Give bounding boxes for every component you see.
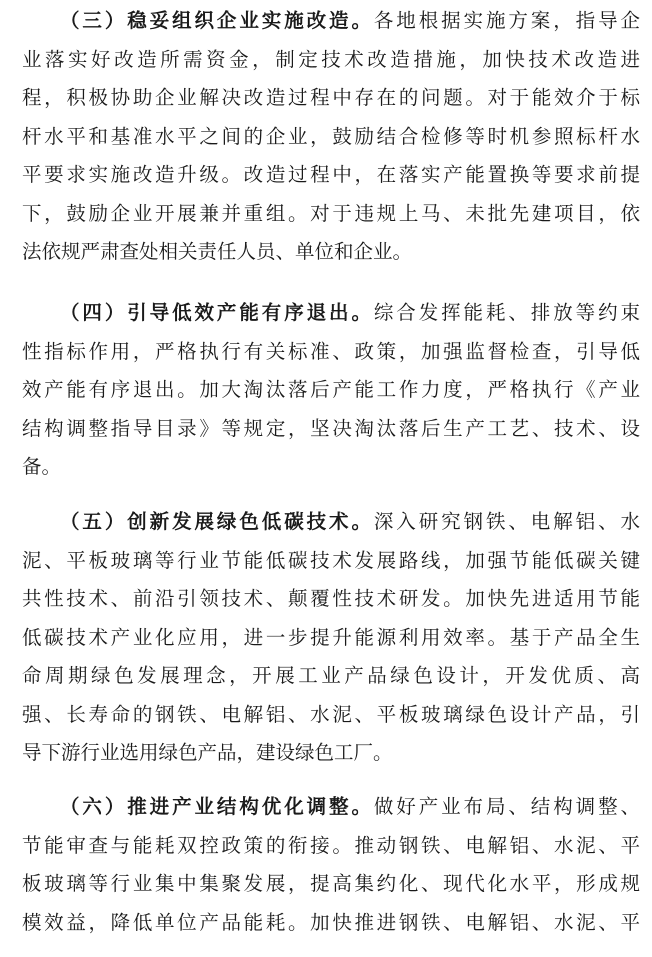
paragraph-line: 板玻璃等行业集中集聚发展，提高集约化、现代化水平，形成规 bbox=[22, 872, 640, 895]
paragraph-text: 各地根据实施方案，指导企 bbox=[373, 9, 640, 32]
paragraph-line bbox=[22, 294, 640, 333]
paragraph-line: 效产能有序退出。加大淘汰落后产能工作力度，严格执行《产业 bbox=[22, 378, 640, 401]
paragraph-line: 泥、平板玻璃等行业节能低碳技术发展路线，加强节能低碳关键 bbox=[22, 548, 640, 572]
paragraph-line: 结构调整指导目录》等规定，坚决淘汰落后生产工艺、技术、设 bbox=[22, 416, 640, 440]
paragraph-line: 共性技术、前沿引领技术、颠覆性技术研发。加快先进适用节能 bbox=[22, 587, 640, 610]
paragraph-line: 杆水平和基准水平之间的企业，鼓励结合检修等时机参照标杆水 bbox=[22, 124, 640, 148]
paragraph-line: 节能审查与能耗双控政策的衔接。推动钢铁、电解铝、水泥、平 bbox=[22, 833, 640, 857]
paragraph-line: 法依规严肃查处相关责任人员、单位和企业。 bbox=[22, 240, 413, 263]
paragraph-line: 命周期绿色发展理念，开展工业产品绿色设计，开发优质、高 bbox=[22, 664, 640, 687]
paragraph-line: 平要求实施改造升级。改造过程中，在落实产能置换等要求前提 bbox=[22, 163, 640, 186]
paragraph-five bbox=[22, 503, 640, 773]
paragraph-four bbox=[22, 294, 640, 487]
paragraph-heading: （四）引导低效产能有序退出。 bbox=[60, 301, 374, 324]
paragraph-three bbox=[22, 2, 640, 272]
paragraph-line: 程，积极协助企业解决改造过程中存在的问题。对于能效介于标 bbox=[22, 86, 640, 109]
paragraph-heading: （三）稳妥组织企业实施改造。 bbox=[60, 9, 374, 32]
paragraph-line: 强、长寿命的钢铁、电解铝、水泥、平板玻璃绿色设计产品，引 bbox=[22, 702, 640, 726]
paragraph-heading: （五）创新发展绿色低碳技术。 bbox=[60, 510, 374, 533]
paragraph-line: 性指标作用，严格执行有关标准、政策，加强监督检查，引导低 bbox=[22, 339, 640, 363]
paragraph-line: 下，鼓励企业开展兼并重组。对于违规上马、未批先建项目，依 bbox=[22, 201, 640, 225]
paragraph-line: 导下游行业选用绿色产品，建设绿色工厂。 bbox=[22, 741, 393, 764]
paragraph-line: 业落实好改造所需资金，制定技术改造措施，加快技术改造进 bbox=[22, 47, 640, 71]
paragraph-line: 低碳技术产业化应用，进一步提升能源利用效率。基于产品全生 bbox=[22, 625, 640, 649]
paragraph-line: 备。 bbox=[22, 455, 62, 478]
paragraph-line bbox=[22, 2, 640, 41]
paragraph-line: 模效益，降低单位产品能耗。加快推进钢铁、电解铝、水泥、平 bbox=[22, 910, 640, 934]
paragraph-text: 综合发挥能耗、排放等约束 bbox=[373, 301, 640, 324]
paragraph-line bbox=[22, 503, 640, 542]
paragraph-text: 深入研究钢铁、电解铝、水 bbox=[373, 510, 640, 533]
paragraph-line bbox=[22, 788, 640, 827]
paragraph-text: 做好产业布局、结构调整、 bbox=[373, 795, 640, 818]
paragraph-heading: （六）推进产业结构优化调整。 bbox=[60, 795, 374, 818]
paragraph-six bbox=[22, 788, 640, 942]
